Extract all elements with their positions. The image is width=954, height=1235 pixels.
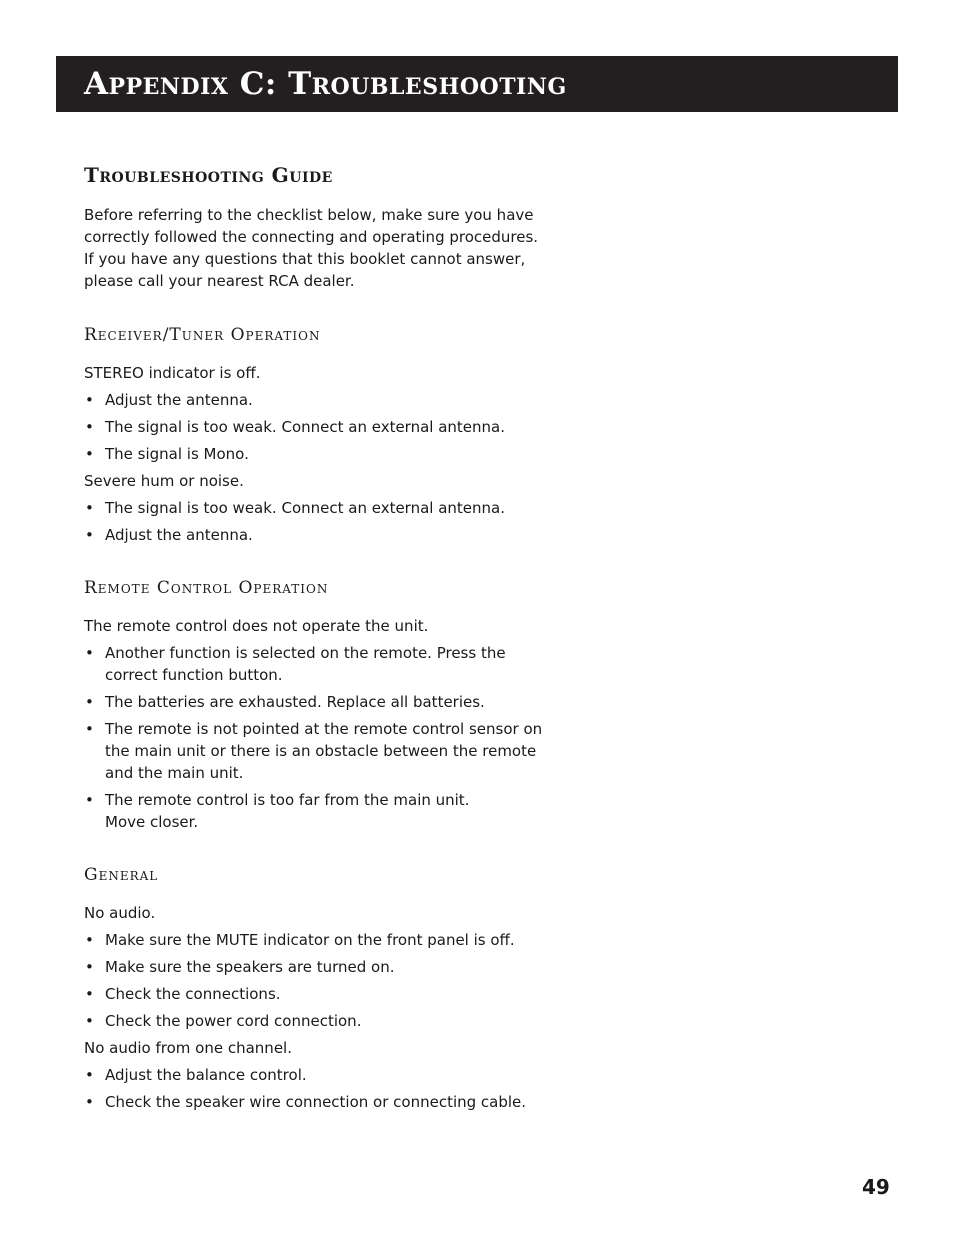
section-title: General [84, 865, 159, 885]
list-item [84, 1064, 564, 1086]
list-item [84, 789, 564, 833]
remedy-line: correct function button. [105, 666, 283, 684]
section-title: Remote Control Operation [84, 578, 329, 598]
bullet-icon: • [85, 931, 94, 949]
bullet-icon: • [85, 985, 94, 1003]
intro-line: If you have any questions that this booklet cannot answer, [84, 250, 526, 268]
remedy-list [84, 1064, 564, 1113]
bullet-icon: • [85, 791, 94, 809]
list-item [84, 691, 564, 713]
symptom: No audio from one channel. [84, 1039, 292, 1057]
intro-paragraph [84, 204, 564, 292]
guide-title: Troubleshooting Guide [84, 163, 333, 187]
bullet-icon: • [85, 445, 94, 463]
list-item [84, 497, 564, 519]
header-banner [56, 56, 898, 112]
remedy-line: The signal is Mono. [105, 445, 249, 463]
remedy-line: Adjust the antenna. [105, 391, 253, 409]
section-remote-control [84, 577, 564, 833]
remedy-line: The remote is not pointed at the remote control sensor on [105, 720, 543, 738]
intro-line: correctly followed the connecting and operating procedures. [84, 228, 539, 246]
list-item [84, 1091, 564, 1113]
bullet-icon: • [85, 391, 94, 409]
bullet-icon: • [85, 720, 94, 738]
remedy-line: The batteries are exhausted. Replace all batteries. [105, 693, 485, 711]
page-title: Appendix C: Troubleshooting [84, 66, 567, 102]
bullet-icon: • [85, 644, 94, 662]
remedy-list [84, 497, 564, 546]
list-item [84, 956, 564, 978]
remedy-line: Another function is selected on the remote. Press the [105, 644, 506, 662]
list-item [84, 416, 564, 438]
bullet-icon: • [85, 499, 94, 517]
main-content [84, 163, 564, 1118]
remedy-line: Adjust the balance control. [105, 1066, 307, 1084]
remedy-line: Check the speaker wire connection or connecting cable. [105, 1093, 527, 1111]
list-item [84, 983, 564, 1005]
bullet-icon: • [85, 526, 94, 544]
list-item [84, 389, 564, 411]
symptom: The remote control does not operate the unit. [84, 617, 429, 635]
page-number: 49 [862, 1175, 890, 1199]
bullet-icon: • [85, 418, 94, 436]
section-title: Receiver/Tuner Operation [84, 325, 321, 345]
remedy-line: The signal is too weak. Connect an external antenna. [105, 418, 505, 436]
bullet-icon: • [85, 693, 94, 711]
list-item [84, 443, 564, 465]
remedy-line: The remote control is too far from the main unit. [105, 791, 470, 809]
remedy-line: Make sure the MUTE indicator on the front panel is off. [105, 931, 515, 949]
list-item [84, 524, 564, 546]
bullet-icon: • [85, 1012, 94, 1030]
symptom: No audio. [84, 904, 156, 922]
remedy-line: and the main unit. [105, 764, 244, 782]
remedy-line: Check the connections. [105, 985, 281, 1003]
intro-line: please call your nearest RCA dealer. [84, 272, 355, 290]
bullet-icon: • [85, 958, 94, 976]
remedy-line: Check the power cord connection. [105, 1012, 362, 1030]
list-item [84, 718, 564, 784]
remedy-line: the main unit or there is an obstacle between the remote [105, 742, 537, 760]
list-item [84, 929, 564, 951]
section-receiver-tuner [84, 324, 564, 546]
remedy-line: Move closer. [105, 813, 199, 831]
remedy-list [84, 389, 564, 465]
section-general [84, 864, 564, 1113]
list-item [84, 1010, 564, 1032]
remedy-line: The signal is too weak. Connect an external antenna. [105, 499, 505, 517]
bullet-icon: • [85, 1093, 94, 1111]
symptom: STEREO indicator is off. [84, 364, 261, 382]
remedy-line: Adjust the antenna. [105, 526, 253, 544]
bullet-icon: • [85, 1066, 94, 1084]
intro-line: Before referring to the checklist below, make sure you have [84, 206, 534, 224]
remedy-line: Make sure the speakers are turned on. [105, 958, 395, 976]
list-item [84, 642, 564, 686]
remedy-list [84, 642, 564, 833]
symptom: Severe hum or noise. [84, 472, 244, 490]
remedy-list [84, 929, 564, 1032]
